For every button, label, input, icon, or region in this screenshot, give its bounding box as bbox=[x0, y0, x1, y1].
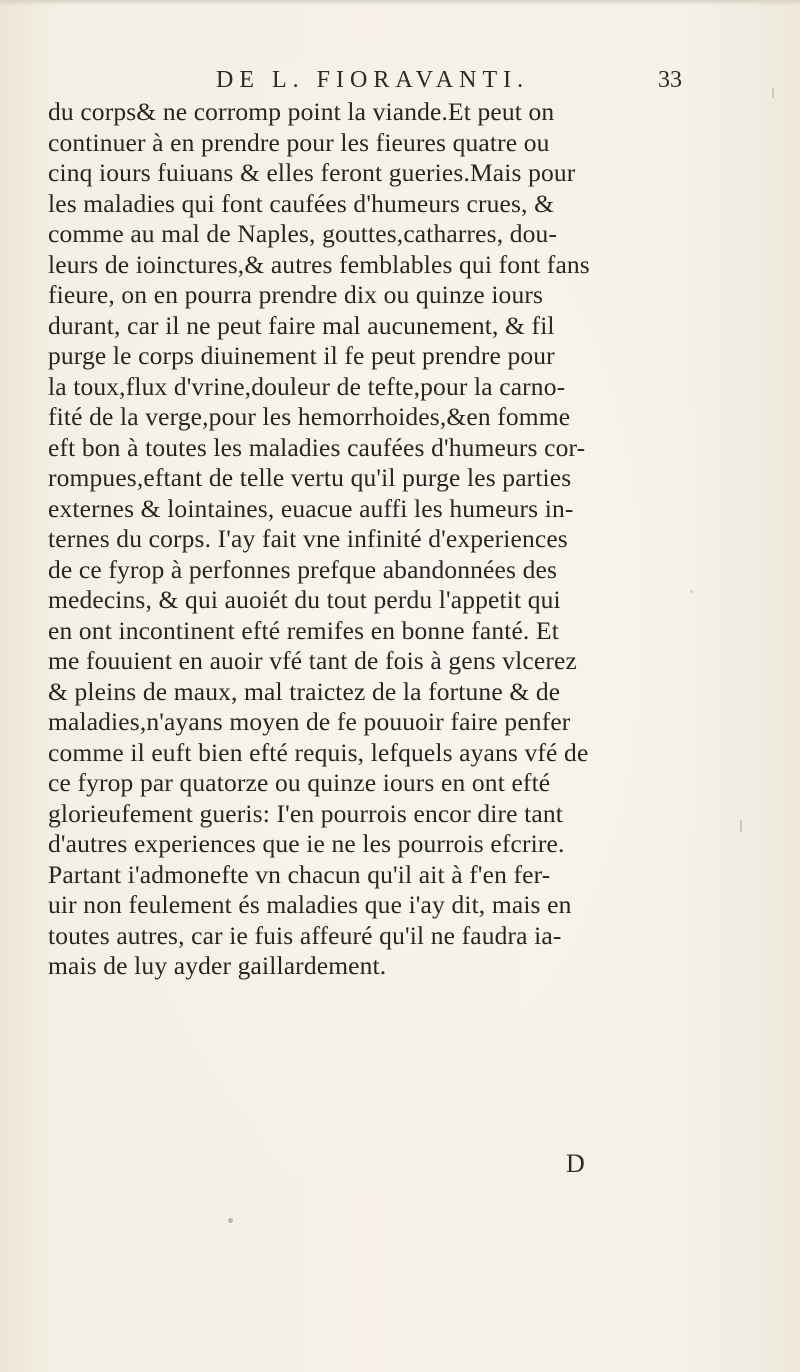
text-line: mais de luy ayder gaillardement. bbox=[48, 951, 387, 980]
text-line: comme il euft bien efté requis, lefquels ayans vfé de bbox=[48, 737, 589, 767]
text-line: fieure, on en pourra prendre dix ou quinze iours bbox=[48, 280, 544, 309]
body-text bbox=[48, 97, 718, 982]
text-line: durant, car il ne peut faire mal aucunement, & fil bbox=[48, 310, 555, 340]
text-line: d'autres experiences que ie ne les pourrois efcrire. bbox=[48, 829, 565, 858]
text-line: medecins, & qui auoiét du tout perdu l'appetit qui bbox=[48, 585, 561, 614]
text-line: ce fyrop par quatorze ou quinze iours en ont efté bbox=[48, 768, 551, 797]
text-line: externes & lointaines, euacue auffi les humeurs in- bbox=[48, 493, 574, 523]
text-line: cinq iours fuiuans & elles feront gueries.Mais pour bbox=[48, 158, 576, 187]
ink-speck bbox=[772, 88, 774, 98]
text-line: fité de la verge,pour les hemorrhoides,&en fomme bbox=[48, 402, 571, 431]
text-line: de ce fyrop à perfonnes prefque abandonnées des bbox=[48, 554, 558, 584]
text-line: continuer à en prendre pour les fieures quatre ou bbox=[48, 127, 550, 157]
signature-mark: D bbox=[566, 1149, 585, 1178]
text-line: & pleins de maux, mal traictez de la fortune & de bbox=[48, 676, 561, 706]
text-line: toutes autres, car ie fuis affeuré qu'il ne faudra ia- bbox=[48, 920, 562, 950]
text-line: ternes du corps. I'ay fait vne infinité d'experiences bbox=[48, 524, 568, 553]
ink-speck bbox=[228, 1218, 233, 1223]
page-top-edge bbox=[0, 0, 800, 6]
text-line: comme au mal de Naples, gouttes,catharres, dou- bbox=[48, 219, 558, 248]
ink-speck bbox=[690, 590, 693, 593]
text-line: me fouuient en auoir vfé tant de fois à gens vlcerez bbox=[48, 646, 577, 675]
text-line: Partant i'admonefte vn chacun qu'il ait à f'en fer- bbox=[48, 859, 551, 889]
text-line: eft bon à toutes les maladies caufées d'humeurs cor- bbox=[48, 432, 586, 462]
text-line: purge le corps diuinement il fe peut prendre pour bbox=[48, 341, 555, 370]
text-line: glorieufement gueris: I'en pourrois encor dire tant bbox=[48, 798, 563, 828]
text-line: les maladies qui font caufées d'humeurs crues, & bbox=[48, 188, 555, 218]
text-line: du corps& ne corromp point la viande.Et peut on bbox=[48, 97, 555, 126]
text-line: uir non feulement és maladies que i'ay dit, mais en bbox=[48, 890, 572, 919]
running-head bbox=[48, 64, 688, 96]
text-line: la toux,flux d'vrine,douleur de tefte,pour la carno- bbox=[48, 371, 566, 401]
running-title: DE L. FIORAVANTI. bbox=[216, 67, 530, 93]
ink-speck bbox=[740, 820, 742, 832]
text-line: maladies,n'ayans moyen de fe pouuoir faire penfer bbox=[48, 707, 571, 736]
text-line: rompues,eftant de telle vertu qu'il purge les parties bbox=[48, 463, 572, 492]
text-line: en ont incontinent efté remifes en bonne fanté. Et bbox=[48, 615, 559, 645]
text-line: leurs de ioinctures,& autres femblables qui font fans bbox=[48, 249, 590, 279]
page-number: 33 bbox=[658, 67, 682, 93]
